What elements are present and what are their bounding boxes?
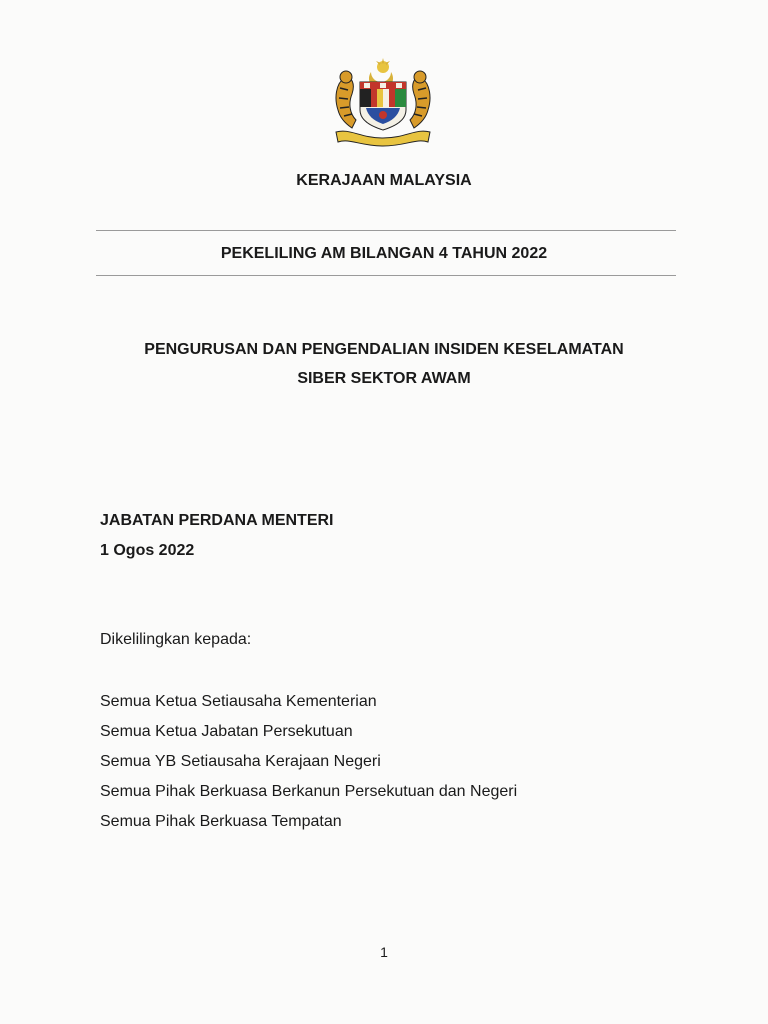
recipient-list <box>100 687 517 837</box>
recipient-item: Semua Ketua Setiausaha Kementerian <box>100 693 377 710</box>
circular-subject <box>0 335 768 393</box>
circular-number: PEKELILING AM BILANGAN 4 TAHUN 2022 <box>220 245 548 262</box>
header-divider-bottom <box>96 275 676 276</box>
distribution-heading: Dikelilingkan kepada: <box>100 631 252 648</box>
malaysia-coat-of-arms-icon <box>330 58 436 148</box>
subject-line-2: SIBER SEKTOR AWAM <box>297 370 471 387</box>
header-divider-top <box>96 230 676 231</box>
recipient-item: Semua YB Setiausaha Kerajaan Negeri <box>100 753 381 770</box>
page-number: 1 <box>380 944 388 960</box>
issue-date: 1 Ogos 2022 <box>100 542 195 559</box>
recipient-item: Semua Pihak Berkuasa Tempatan <box>100 813 342 830</box>
government-title: KERAJAAN MALAYSIA <box>296 172 472 189</box>
recipient-item: Semua Ketua Jabatan Persekutuan <box>100 723 353 740</box>
subject-line-1: PENGURUSAN DAN PENGENDALIAN INSIDEN KESELAMATAN <box>144 341 624 358</box>
issuing-department: JABATAN PERDANA MENTERI <box>100 512 334 529</box>
recipient-item: Semua Pihak Berkuasa Berkanun Persekutuan dan Negeri <box>100 783 518 800</box>
